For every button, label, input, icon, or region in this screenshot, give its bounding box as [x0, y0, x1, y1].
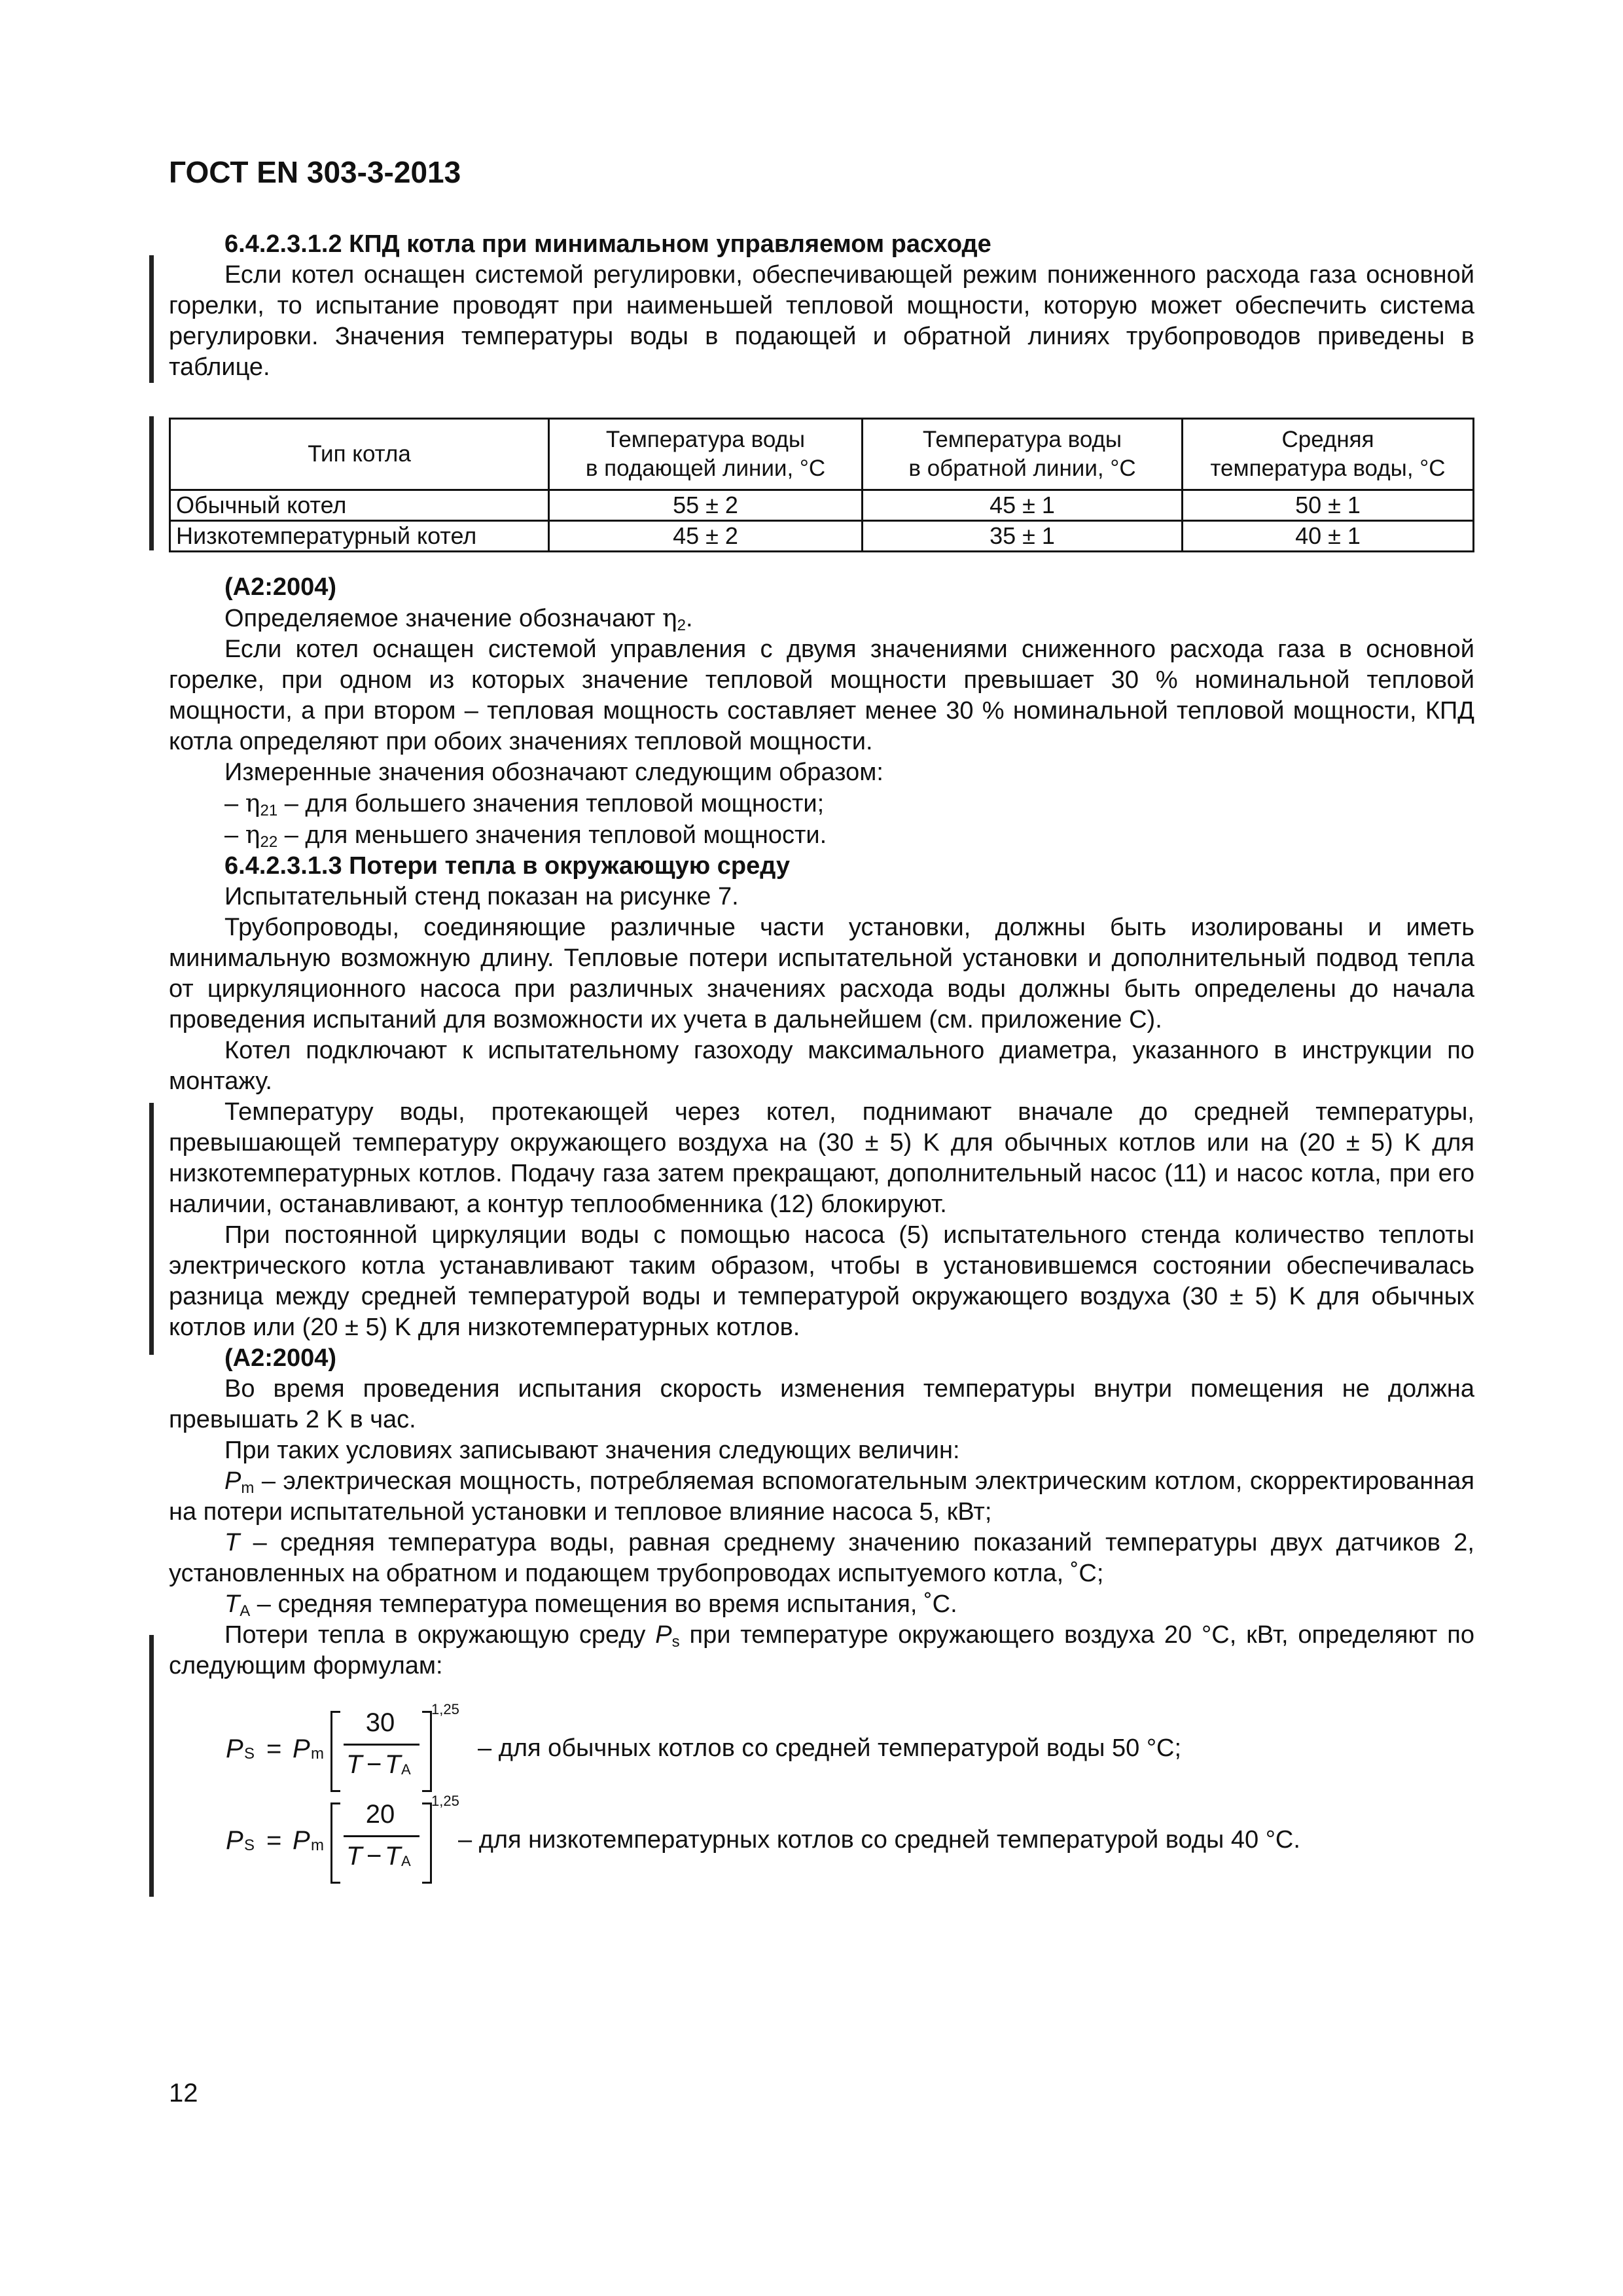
fraction-bar	[344, 1744, 419, 1746]
amendment-label: (A2:2004)	[224, 573, 337, 601]
change-bar	[149, 1103, 154, 1355]
page-number: 12	[169, 2079, 198, 2108]
document-header: ГОСТ EN 303-3-2013	[169, 155, 461, 189]
table-header-cell: Температура воды в обратной линии, °C	[863, 419, 1183, 490]
change-bar	[149, 416, 154, 550]
section-heading: 6.4.2.3.1.3 Потери тепла в окружающую среду	[224, 852, 790, 880]
section-min-flow-cont	[169, 572, 1474, 1681]
paragraph: Измеренные значения обозначают следующим образом:	[224, 759, 883, 786]
change-bar	[149, 1635, 154, 1897]
paragraph: Температуру воды, протекающей через котел, поднимают вначале до средней температуры, превышающей температуру окружающего воздуха на (30 ± 5) K для обычных котлов или на (20 ± 5) K для низкотемпературных котлов. Подачу газа затем прекращают, дополнительный насос (11) и насос котла, при его наличии, останавливают, а контур теплообменника (12) блокируют.	[169, 1098, 1474, 1218]
paragraph: Трубопроводы, соединяющие различные части установки, должны быть изолированы и иметь минимальную возможную длину. Тепловые потери испытательной установки и дополнительный подвод тепла от циркуляционного насоса при различных значениях расхода воды должны быть определены до начала проведения испытаний для возможности их учета в дальнейшем (см. приложение С).	[169, 914, 1474, 1033]
section-min-flow	[169, 229, 1474, 383]
paragraph: Испытательный стенд показан на рисунке 7.	[224, 883, 739, 910]
amendment-label: (A2:2004)	[224, 1344, 337, 1372]
definition-ta: $T_A$ – средняя температура помещения во время испытания, ˚C.	[224, 1590, 957, 1620]
paragraph: При постоянной циркуляции воды с помощью насоса (5) испытательного стенда количество теплоты электрического котла устанавливают таким образом, чтобы в установившемся состоянии обеспечивалась разница между средней температурой воды и температурой окружающего воздуха (30 ± 5) K для обычных котлов или (20 ± 5) K для низкотемпературных котлов.	[169, 1221, 1474, 1341]
paragraph: Определяемое значение обозначают $\eta_2$.	[224, 603, 693, 634]
table-cell: 45 ± 2	[549, 521, 863, 552]
paragraph: Если котел оснащен системой регулировки, обеспечивающей режим пониженного расхода газа основной горелки, то испытание проводят при наименьшей тепловой мощности, которую может обеспечить система регулировки. Значения температуры воды в подающей и обратной линиях трубопроводов приведены в таблице.	[169, 261, 1474, 381]
table-header-row	[170, 419, 1474, 490]
table-cell: 35 ± 1	[863, 521, 1183, 552]
table-cell: 50 ± 1	[1183, 490, 1474, 521]
table-row	[170, 490, 1474, 521]
change-bar	[149, 255, 154, 383]
right-bracket	[422, 1803, 432, 1884]
list-item: – $\eta_{21}$ – для большего значения тепловой мощности;	[224, 789, 825, 819]
table-cell: 55 ± 2	[549, 490, 863, 521]
table-cell: 45 ± 1	[863, 490, 1183, 521]
paragraph: При таких условиях записывают значения следующих величин:	[224, 1437, 960, 1464]
eta-symbol: η	[662, 603, 677, 632]
table-header-cell: Тип котла	[170, 419, 549, 490]
paragraph: Потери тепла в окружающую среду $P_s$ при температуре окружающего воздуха 20 °C, кВт, определяют по следующим формулам:	[169, 1621, 1475, 1679]
table-header-cell: Средняя температура воды, °C	[1183, 419, 1474, 490]
definition-t: T – средняя температура воды, равная среднему значению показаний температуры двух датчиков 2, установленных на обратном и подающем трубопроводах испытуемого котла, ˚C;	[169, 1529, 1474, 1587]
table-cell: Обычный котел	[170, 490, 549, 521]
table-row	[170, 521, 1474, 552]
list-item: – $\eta_{22}$ – для меньшего значения тепловой мощности.	[224, 820, 827, 851]
definition-pm: $P_m$ – электрическая мощность, потребляемая вспомогательным электрическим котлом, скорректированная на потери испытательной установки и тепловое влияние насоса 5, кВт;	[169, 1467, 1474, 1526]
table-header-cell: Температура воды в подающей линии, °C	[549, 419, 863, 490]
section-heading: 6.4.2.3.1.2 КПД котла при минимальном управляемом расходе	[224, 230, 991, 258]
paragraph: Котел подключают к испытательному газоходу максимального диаметра, указанного в инструкции по монтажу.	[169, 1037, 1474, 1095]
right-bracket	[422, 1711, 432, 1792]
paragraph: Если котел оснащен системой управления с двумя значениями сниженного расхода газа в основной горелке, при одном из которых значение тепловой мощности превышает 30 % номинальной тепловой мощности, а при втором – тепловая мощность составляет менее 30 % номинальной тепловой мощности, КПД котла определяют при обоих значениях тепловой мощности.	[169, 636, 1474, 755]
temperature-table	[169, 418, 1474, 552]
paragraph: Во время проведения испытания скорость изменения температуры внутри помещения не должна превышать 2 K в час.	[169, 1375, 1474, 1433]
fraction-bar	[344, 1835, 419, 1837]
table-cell: Низкотемпературный котел	[170, 521, 549, 552]
table-cell: 40 ± 1	[1183, 521, 1474, 552]
